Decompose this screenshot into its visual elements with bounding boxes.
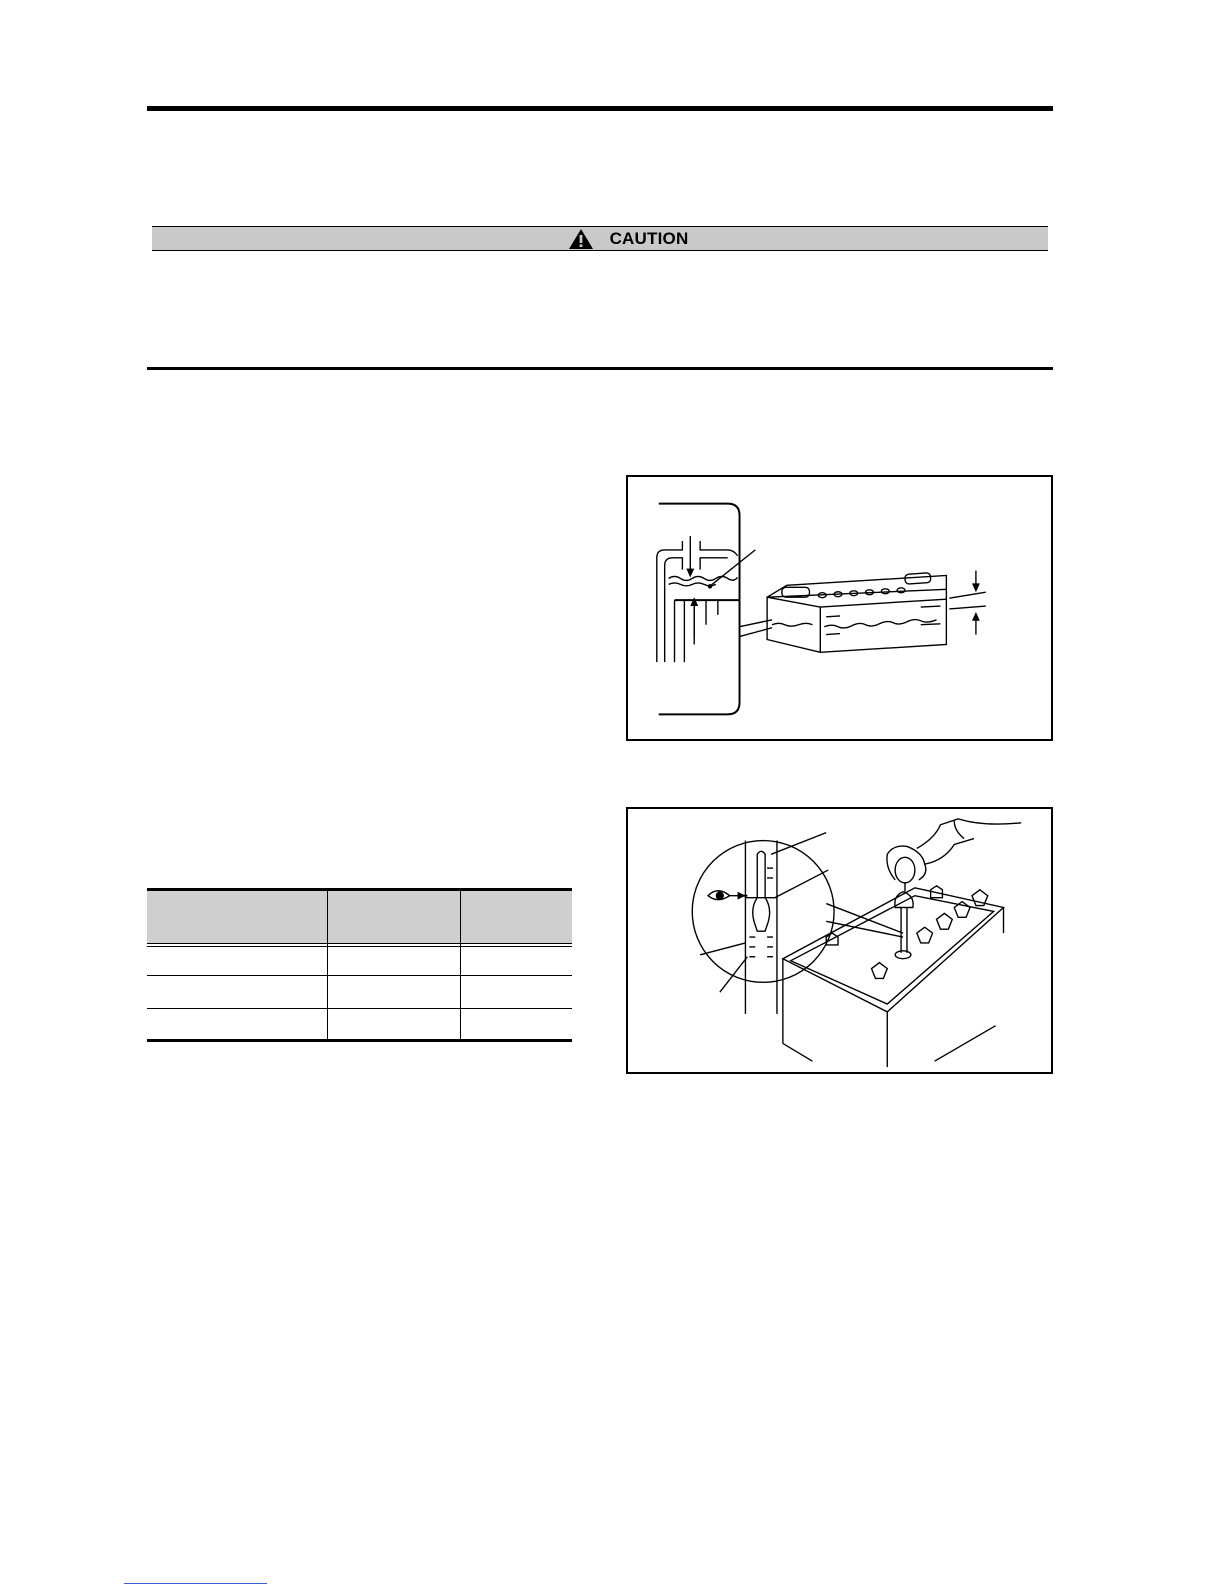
table-header-rule bbox=[147, 943, 572, 944]
caution-label: CAUTION bbox=[609, 228, 689, 248]
battery-electrolyte-level-illustration bbox=[628, 477, 1051, 739]
table-row bbox=[147, 1008, 572, 1009]
table-header-row bbox=[147, 891, 572, 943]
top-rule bbox=[147, 106, 1053, 111]
table-column-divider bbox=[460, 891, 461, 1039]
figure-hydrometer-reading bbox=[626, 807, 1053, 1074]
table-header-rule bbox=[147, 946, 572, 947]
figure-electrolyte-level bbox=[626, 475, 1053, 741]
caution-banner bbox=[152, 226, 1048, 251]
section-rule bbox=[147, 367, 1053, 370]
warning-triangle-icon bbox=[568, 228, 594, 250]
battery-hydrometer-reading-illustration bbox=[628, 809, 1051, 1072]
table-row bbox=[147, 975, 572, 976]
table-column-divider bbox=[327, 891, 328, 1039]
specification-table bbox=[147, 888, 572, 1042]
table-bottom-rule bbox=[147, 1039, 572, 1042]
